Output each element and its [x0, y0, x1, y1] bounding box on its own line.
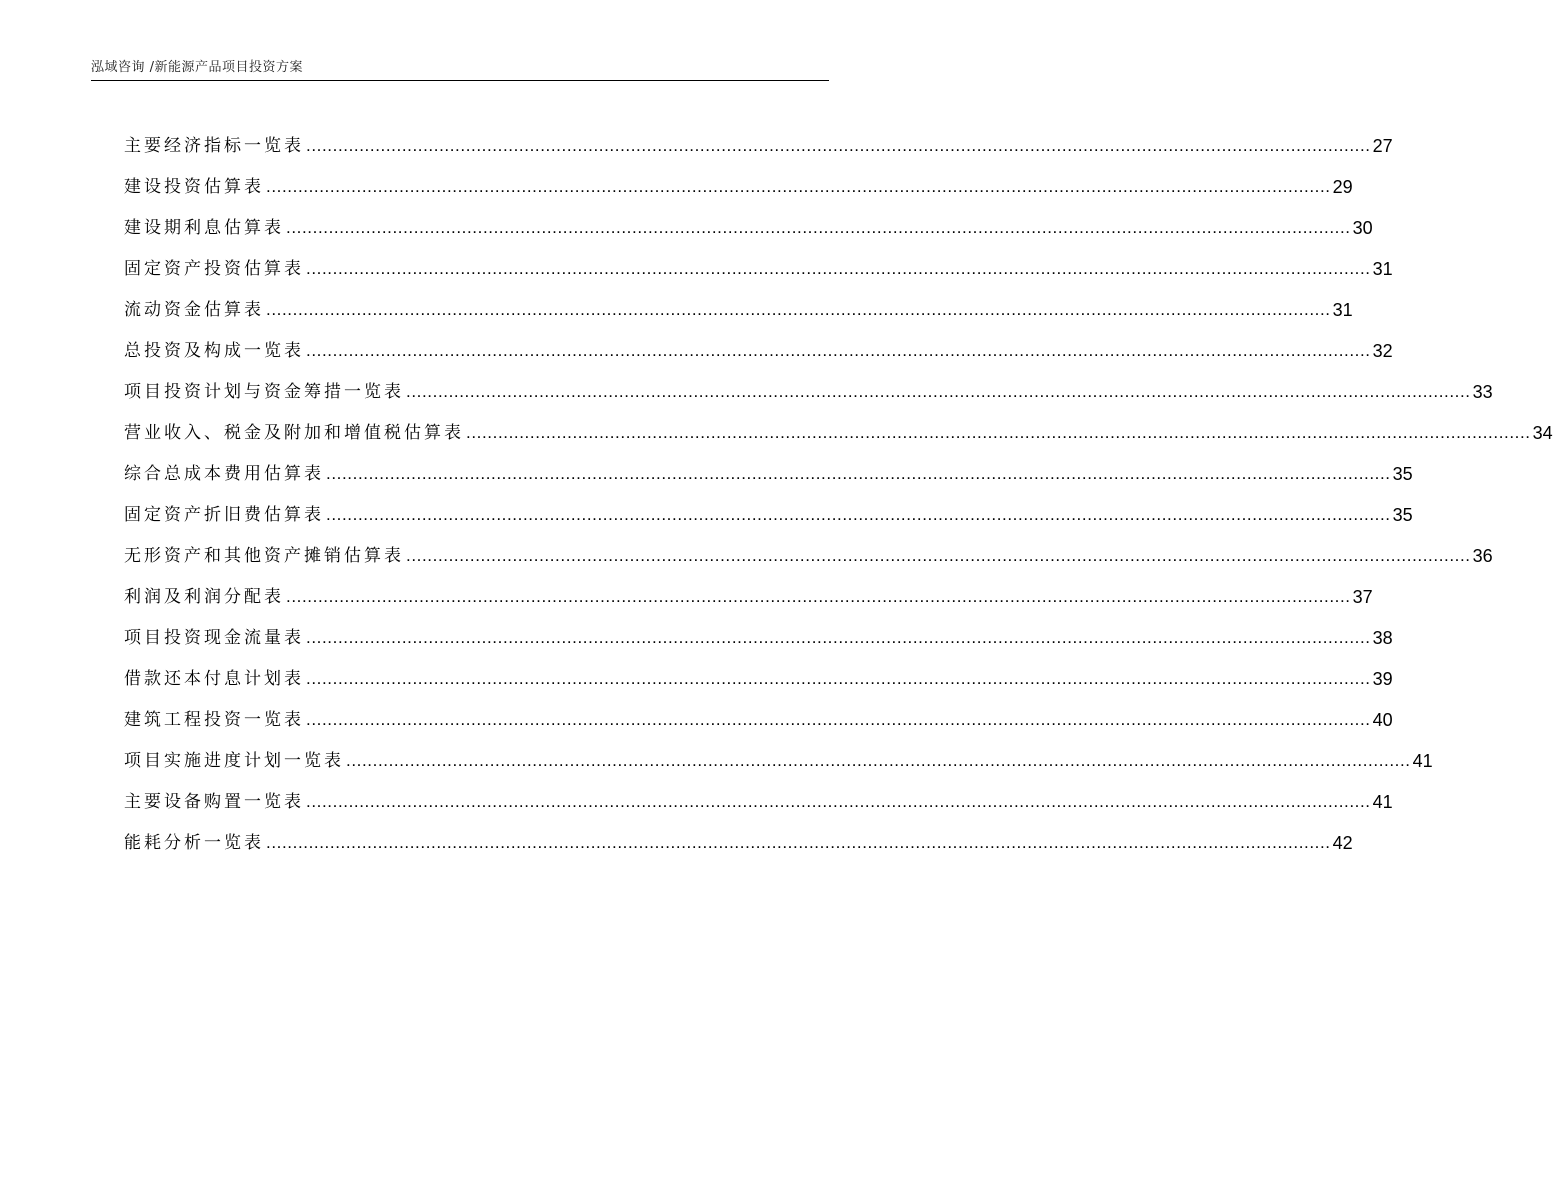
- toc-leader-dots: ........................................................................................................................................................................................................: [306, 792, 1371, 811]
- toc-entry[interactable]: [124, 448, 1413, 489]
- toc-entry-title: 总投资及构成一览表: [124, 341, 304, 361]
- toc-entry[interactable]: [124, 776, 1393, 817]
- toc-entry-page: 31: [1372, 259, 1393, 279]
- toc-entry-title: 能耗分析一览表: [124, 833, 264, 853]
- toc-entry[interactable]: [124, 694, 1393, 735]
- toc-entry-title: 固定资产折旧费估算表: [124, 505, 324, 525]
- toc-leader-dots: ........................................................................................................................................................................................................: [306, 628, 1371, 647]
- toc-entry[interactable]: [124, 735, 1433, 776]
- toc-entry-page: 38: [1372, 628, 1393, 648]
- toc-entry[interactable]: [124, 653, 1393, 694]
- toc-entry-page: 29: [1332, 177, 1353, 197]
- toc-leader-dots: ........................................................................................................................................................................................................: [326, 505, 1391, 524]
- toc-entry[interactable]: [124, 120, 1393, 161]
- toc-leader-dots: ........................................................................................................................................................................................................: [266, 833, 1331, 852]
- toc-entry-title: 流动资金估算表: [124, 300, 264, 320]
- toc-entry-title: 无形资产和其他资产摊销估算表: [124, 546, 404, 566]
- toc-entry-title: 主要设备购置一览表: [124, 792, 304, 812]
- toc-entry[interactable]: [124, 243, 1393, 284]
- toc-leader-dots: ........................................................................................................................................................................................................: [306, 136, 1371, 155]
- toc-entry[interactable]: [124, 407, 1553, 448]
- toc-entry-page: 31: [1332, 300, 1353, 320]
- toc-leader-dots: ........................................................................................................................................................................................................: [406, 382, 1471, 401]
- toc-entry-title: 建设期利息估算表: [124, 218, 284, 238]
- toc-leader-dots: ........................................................................................................................................................................................................: [266, 177, 1331, 196]
- toc-entry-page: 35: [1392, 464, 1413, 484]
- toc-leader-dots: ........................................................................................................................................................................................................: [326, 464, 1391, 483]
- toc-entry-title: 固定资产投资估算表: [124, 259, 304, 279]
- toc-entry-title: 营业收入、税金及附加和增值税估算表: [124, 423, 464, 443]
- toc-leader-dots: ........................................................................................................................................................................................................: [306, 710, 1371, 729]
- header-text: 泓域咨询 /新能源产品项目投资方案: [91, 60, 304, 75]
- toc-entry-title: 项目实施进度计划一览表: [124, 751, 344, 771]
- toc-entry-page: 32: [1372, 341, 1393, 361]
- toc-entry-page: 42: [1332, 833, 1353, 853]
- toc-leader-dots: ........................................................................................................................................................................................................: [286, 587, 1351, 606]
- toc-entry-page: 33: [1472, 382, 1493, 402]
- toc-entry-title: 主要经济指标一览表: [124, 136, 304, 156]
- toc-entry[interactable]: [124, 366, 1493, 407]
- toc-entry-title: 建筑工程投资一览表: [124, 710, 304, 730]
- table-of-contents: [124, 120, 1553, 858]
- toc-entry[interactable]: [124, 489, 1413, 530]
- toc-entry-title: 借款还本付息计划表: [124, 669, 304, 689]
- toc-entry[interactable]: [124, 202, 1373, 243]
- toc-entry-page: 39: [1372, 669, 1393, 689]
- toc-entry[interactable]: [124, 325, 1393, 366]
- toc-entry-title: 利润及利润分配表: [124, 587, 284, 607]
- toc-entry-page: 27: [1372, 136, 1393, 156]
- toc-entry-page: 30: [1352, 218, 1373, 238]
- toc-entry-page: 35: [1392, 505, 1413, 525]
- toc-leader-dots: ........................................................................................................................................................................................................: [306, 669, 1371, 688]
- toc-entry[interactable]: [124, 284, 1353, 325]
- toc-leader-dots: ........................................................................................................................................................................................................: [306, 259, 1371, 278]
- toc-leader-dots: ........................................................................................................................................................................................................: [306, 341, 1371, 360]
- toc-leader-dots: ........................................................................................................................................................................................................: [406, 546, 1471, 565]
- toc-entry-page: 37: [1352, 587, 1373, 607]
- toc-entry-page: 41: [1412, 751, 1433, 771]
- toc-entry[interactable]: [124, 612, 1393, 653]
- toc-leader-dots: ........................................................................................................................................................................................................: [466, 423, 1531, 442]
- toc-leader-dots: ........................................................................................................................................................................................................: [286, 218, 1351, 237]
- toc-entry-page: 41: [1372, 792, 1393, 812]
- toc-entry[interactable]: [124, 817, 1353, 858]
- toc-entry[interactable]: [124, 530, 1493, 571]
- toc-entry-page: 34: [1532, 423, 1553, 443]
- toc-entry-page: 40: [1372, 710, 1393, 730]
- toc-entry-title: 综合总成本费用估算表: [124, 464, 324, 484]
- toc-entry[interactable]: [124, 161, 1353, 202]
- toc-entry-title: 建设投资估算表: [124, 177, 264, 197]
- toc-leader-dots: ........................................................................................................................................................................................................: [346, 751, 1411, 770]
- toc-entry-page: 36: [1472, 546, 1493, 566]
- toc-entry[interactable]: [124, 571, 1373, 612]
- toc-entry-title: 项目投资计划与资金筹措一览表: [124, 382, 404, 402]
- toc-leader-dots: ........................................................................................................................................................................................................: [266, 300, 1331, 319]
- page-header: [91, 50, 829, 81]
- toc-entry-title: 项目投资现金流量表: [124, 628, 304, 648]
